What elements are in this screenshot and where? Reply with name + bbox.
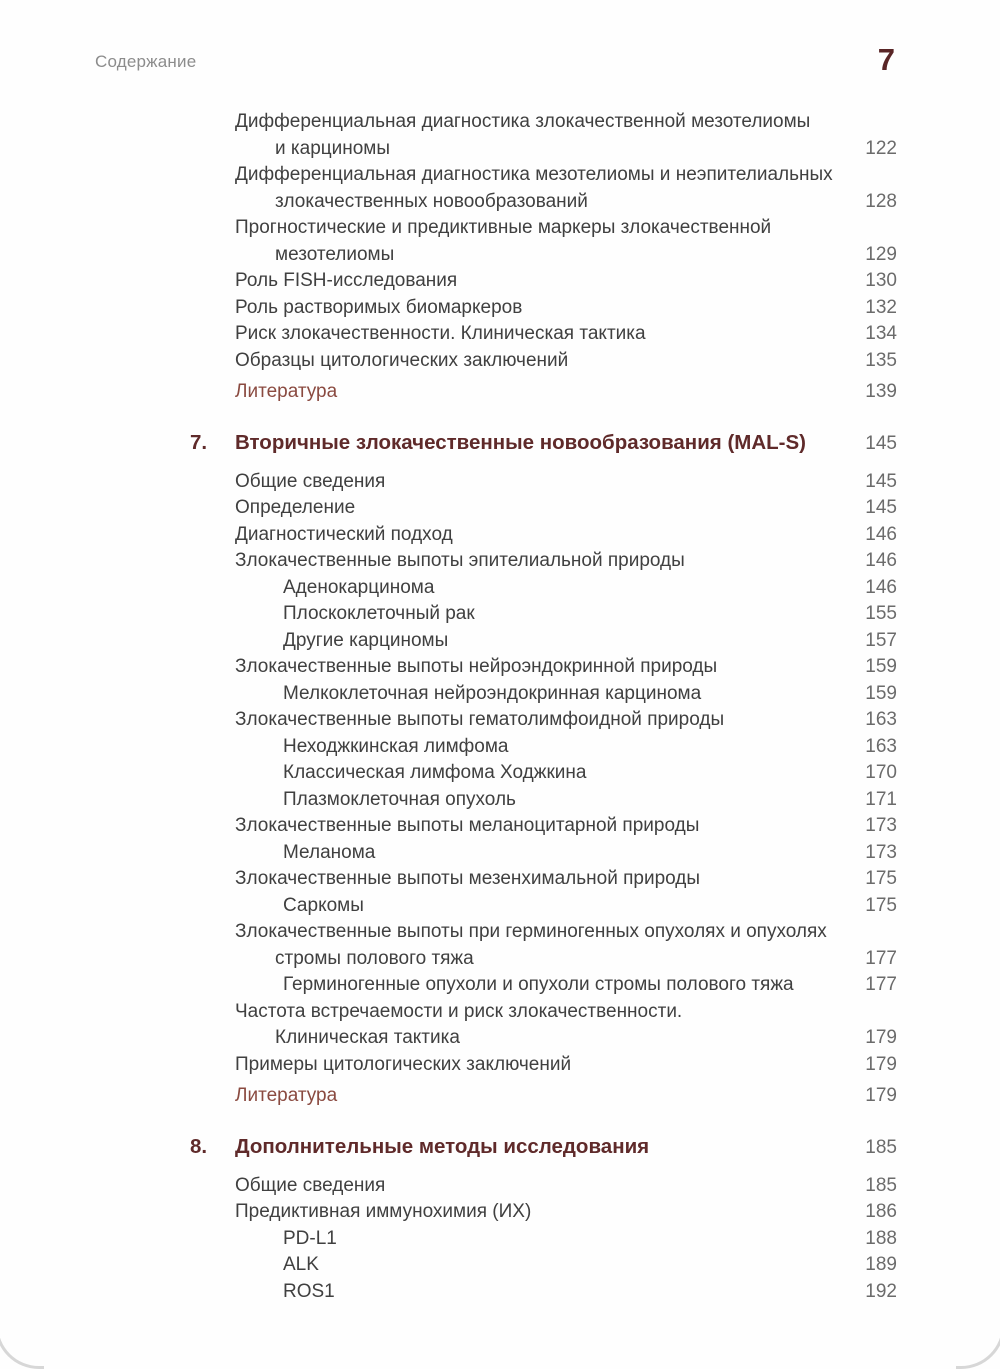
toc-entry-line <box>235 787 897 814</box>
toc-entry-line <box>235 654 897 681</box>
entry-page-number: 185 <box>865 1174 897 1196</box>
toc-entry-line <box>235 1199 897 1226</box>
entry-page-number: 135 <box>865 349 897 371</box>
toc-entry-line <box>235 268 897 295</box>
toc-entry-line <box>235 681 897 708</box>
entry-title: Роль FISH-исследования <box>235 270 458 291</box>
section-page-number: 185 <box>865 1136 897 1158</box>
toc-entry-line <box>235 1083 897 1110</box>
entry-title: ALK <box>283 1254 319 1275</box>
toc-entry <box>235 681 897 708</box>
toc-entry-line <box>235 1173 897 1200</box>
entry-title: Роль растворимых биомаркеров <box>235 296 523 318</box>
entry-page-number: 129 <box>865 243 897 265</box>
toc-entry <box>235 348 897 375</box>
toc-entry-line <box>235 628 897 655</box>
toc-entry-literature <box>235 379 897 406</box>
entry-title: Дифференциальная диагностика мезотелиомы и неэпителиальных <box>235 164 833 185</box>
entry-page-number: 175 <box>865 868 897 889</box>
toc-entry <box>235 734 897 761</box>
entry-page-number: 179 <box>865 1053 897 1075</box>
entry-page-number: 122 <box>865 137 897 159</box>
entry-title: мезотелиомы <box>275 243 395 265</box>
section-number: 7. <box>190 430 208 454</box>
entry-page-number: 132 <box>865 296 897 318</box>
entry-title: Определение <box>235 497 356 518</box>
toc-entry <box>235 1279 897 1306</box>
toc-section-heading <box>190 1132 897 1163</box>
entry-title: Неходжкинская лимфома <box>283 735 509 757</box>
toc-entry <box>235 628 897 655</box>
entry-title: Злокачественные выпоты эпителиальной природы <box>235 550 685 571</box>
toc-entry-line <box>235 601 897 628</box>
entry-page-number: 186 <box>865 1201 897 1222</box>
entry-title: Частота встречаемости и риск злокачественности. <box>235 1000 683 1022</box>
toc-entry <box>235 1052 897 1079</box>
entry-page-number: 175 <box>865 894 897 916</box>
toc-entry <box>235 268 897 295</box>
toc-entry-line <box>235 999 897 1026</box>
toc-entry-line <box>235 575 897 602</box>
entry-page-number: 145 <box>865 470 897 492</box>
entry-page-number: 163 <box>865 735 897 757</box>
toc-entry <box>235 495 897 522</box>
toc-entry <box>235 1252 897 1279</box>
entry-page-number: 157 <box>865 629 897 651</box>
entry-page-number: 146 <box>865 550 897 571</box>
toc-entry <box>235 813 897 840</box>
toc-entry-line <box>235 295 897 322</box>
toc-list <box>190 109 897 1305</box>
toc-entry-line <box>235 919 897 946</box>
entry-title: Другие карциномы <box>283 629 449 651</box>
entry-page-number: 155 <box>865 603 897 624</box>
entry-page-number: 170 <box>865 762 897 783</box>
toc-entry <box>235 919 897 972</box>
page-corner-shadow-right <box>956 1320 1000 1369</box>
entry-page-number: 139 <box>865 381 897 402</box>
toc-entry-line <box>235 840 897 867</box>
entry-page-number: 134 <box>865 323 897 344</box>
entry-title: Злокачественные выпоты меланоцитарной природы <box>235 815 700 836</box>
entry-title: Диагностический подход <box>235 523 453 545</box>
toc-entry-line <box>235 548 897 575</box>
entry-title: злокачественных новообразований <box>275 190 588 212</box>
toc-entry <box>235 321 897 348</box>
toc-entry-line <box>235 136 897 163</box>
toc-entry-line <box>235 469 897 496</box>
toc-entry-line <box>235 379 897 406</box>
entry-title: Риск злокачественности. Клиническая тактика <box>235 323 646 344</box>
section-number: 8. <box>190 1134 208 1158</box>
entry-title: Дифференциальная диагностика злокачественной мезотелиомы <box>235 111 811 132</box>
toc-entry <box>235 893 897 920</box>
running-title: Содержание <box>95 52 197 71</box>
toc-entry-line <box>235 522 897 549</box>
toc-entry <box>235 522 897 549</box>
entry-title: Общие сведения <box>235 470 386 492</box>
entry-page-number: 163 <box>865 709 897 730</box>
toc-entry <box>235 787 897 814</box>
section-title: Дополнительные методы исследования <box>235 1134 650 1158</box>
entry-title: PD-L1 <box>283 1227 337 1249</box>
toc-entry <box>235 109 897 162</box>
toc-entry <box>235 575 897 602</box>
entry-title: стромы полового тяжа <box>275 947 474 969</box>
entry-page-number: 189 <box>865 1254 897 1275</box>
toc-entry <box>235 469 897 496</box>
toc-entry-line <box>235 1052 897 1079</box>
section-title: Вторичные злокачественные новообразования (MAL-S) <box>235 430 807 454</box>
entry-title: Плазмоклеточная опухоль <box>283 788 516 810</box>
section-page-number: 145 <box>865 432 897 454</box>
toc-entry-line <box>235 162 897 189</box>
entry-page-number: 173 <box>865 815 897 836</box>
toc-entry-line <box>235 348 897 375</box>
entry-page-number: 188 <box>865 1227 897 1249</box>
entry-page-number: 146 <box>865 576 897 598</box>
entry-title: Злокачественные выпоты нейроэндокринной природы <box>235 656 718 677</box>
toc-entry <box>235 601 897 628</box>
entry-title: Общие сведения <box>235 1174 386 1196</box>
entry-page-number: 146 <box>865 523 897 545</box>
toc-entry <box>235 654 897 681</box>
toc-entry-line <box>235 1025 897 1052</box>
toc-entry-line <box>235 813 897 840</box>
entry-title: Злокачественные выпоты мезенхимальной природы <box>235 868 701 889</box>
entry-page-number: 179 <box>865 1085 897 1106</box>
entry-title: Плоскоклеточный рак <box>283 603 475 624</box>
entry-page-number: 128 <box>865 190 897 212</box>
folio-page-number: 7 <box>877 42 895 77</box>
entry-title: Меланома <box>283 841 376 863</box>
entry-page-number: 177 <box>865 947 897 969</box>
entry-page-number: 173 <box>865 841 897 863</box>
entry-title: Прогностические и предиктивные маркеры злокачественной <box>235 217 772 238</box>
toc-entry <box>235 215 897 268</box>
entry-title: Герминогенные опухоли и опухоли стромы полового тяжа <box>283 974 794 995</box>
toc-entry-line <box>235 242 897 269</box>
entry-title: Клиническая тактика <box>275 1027 460 1048</box>
toc-entry-line <box>235 893 897 920</box>
entry-title: и карциномы <box>275 137 391 159</box>
entry-page-number: 192 <box>865 1280 897 1302</box>
toc-entry-line <box>235 866 897 893</box>
toc-entry <box>235 760 897 787</box>
toc-entry <box>235 866 897 893</box>
entry-title: Злокачественные выпоты гематолимфоидной природы <box>235 709 725 730</box>
entry-page-number: 159 <box>865 656 897 677</box>
toc-entry-line <box>235 495 897 522</box>
entry-page-number: 171 <box>865 788 897 810</box>
toc-entry-line <box>235 215 897 242</box>
page-header <box>95 44 897 75</box>
toc-entry-line <box>235 946 897 973</box>
page-corner-shadow-left <box>0 1320 44 1369</box>
entry-page-number: 177 <box>865 974 897 995</box>
toc-entry <box>235 1226 897 1253</box>
toc-entry <box>235 162 897 215</box>
toc-entry-line <box>235 189 897 216</box>
toc-entry <box>235 972 897 999</box>
toc-entry-literature <box>235 1083 897 1110</box>
toc-entry <box>235 1173 897 1200</box>
toc-entry-line <box>235 972 897 999</box>
toc-entry-line <box>235 109 897 136</box>
toc-entry <box>235 295 897 322</box>
entry-title: ROS1 <box>283 1280 335 1302</box>
entry-title: Образцы цитологических заключений <box>235 349 569 371</box>
toc-entry <box>235 707 897 734</box>
entry-title: Литература <box>235 381 338 402</box>
entry-title: Классическая лимфома Ходжкина <box>283 762 587 783</box>
toc-section-heading <box>190 428 897 459</box>
entry-title: Аденокарцинома <box>283 576 435 598</box>
toc-entry <box>235 999 897 1052</box>
entry-page-number: 130 <box>865 270 897 291</box>
toc-entry-line <box>235 1226 897 1253</box>
toc-entry-line <box>235 321 897 348</box>
toc-entry-line <box>235 1252 897 1279</box>
toc-entry-line <box>235 1279 897 1306</box>
toc-entry <box>235 840 897 867</box>
entry-title: Саркомы <box>283 894 364 916</box>
entry-title: Злокачественные выпоты при герминогенных опухолях и опухолях <box>235 921 827 942</box>
entry-title: Предиктивная иммунохимия (ИХ) <box>235 1201 532 1222</box>
entry-title: Примеры цитологических заключений <box>235 1053 572 1075</box>
toc-entry-line <box>235 707 897 734</box>
entry-page-number: 179 <box>865 1027 897 1048</box>
toc-entry <box>235 548 897 575</box>
table-of-contents <box>95 109 897 1305</box>
toc-entry <box>235 1199 897 1226</box>
entry-title: Мелкоклеточная нейроэндокринная карцинома <box>283 682 702 704</box>
entry-title: Литература <box>235 1085 338 1106</box>
entry-page-number: 145 <box>865 497 897 518</box>
toc-entry-line <box>235 760 897 787</box>
toc-entry-line <box>235 734 897 761</box>
entry-page-number: 159 <box>865 682 897 704</box>
